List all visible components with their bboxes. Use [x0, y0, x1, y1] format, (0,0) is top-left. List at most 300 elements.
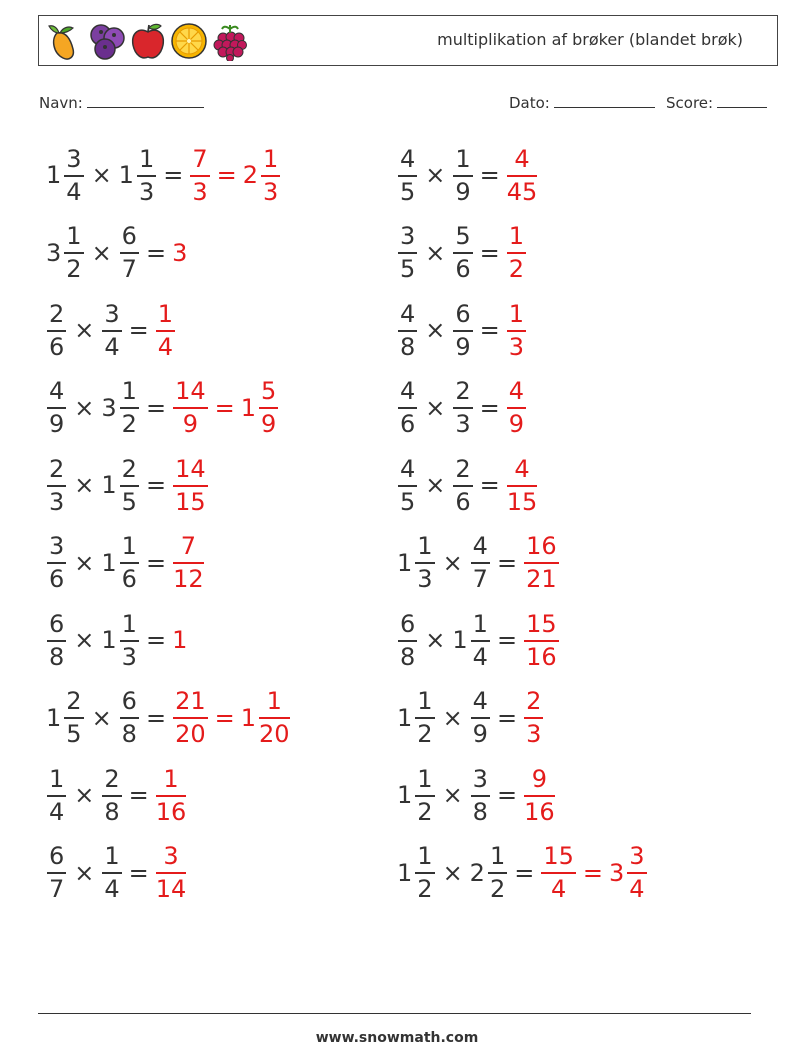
fraction — [64, 689, 83, 746]
denominator: 2 — [489, 875, 506, 903]
problem-20 — [397, 843, 648, 903]
fraction — [155, 764, 187, 826]
denominator: 5 — [400, 487, 416, 516]
fraction — [471, 689, 490, 746]
fraction-bar — [453, 407, 472, 409]
equals-sign: = — [145, 626, 167, 654]
denominator: 3 — [508, 332, 525, 361]
equals-sign: = — [145, 238, 167, 267]
numerator: 21 — [175, 687, 206, 715]
numerator: 4 — [514, 454, 530, 483]
fraction-bar — [120, 485, 139, 487]
denominator: 2 — [417, 720, 433, 748]
denominator: 6 — [49, 565, 65, 593]
problem-11 — [46, 533, 205, 593]
fraction-bar — [415, 717, 434, 719]
problem-4 — [397, 223, 527, 283]
times-sign: × — [74, 393, 95, 422]
whole-part: 1 — [240, 393, 256, 422]
equals-sign: = — [496, 548, 518, 577]
fraction-bar — [471, 717, 490, 719]
numerator: 4 — [472, 532, 488, 560]
numerator: 1 — [417, 842, 433, 870]
denominator: 9 — [49, 410, 65, 438]
times-sign: × — [91, 238, 112, 267]
times-sign: × — [425, 393, 446, 422]
denominator: 2 — [417, 797, 433, 826]
fraction-bar — [453, 252, 472, 254]
times-sign: × — [442, 548, 463, 577]
denominator: 8 — [472, 797, 488, 826]
fraction — [156, 299, 175, 361]
fraction-bar — [259, 407, 278, 409]
whole-part: 1 — [397, 548, 413, 577]
numerator: 4 — [400, 454, 416, 483]
answer — [506, 379, 527, 436]
fraction — [64, 144, 83, 206]
times-sign: × — [425, 238, 446, 267]
equals-sign: = — [479, 471, 500, 499]
fraction — [415, 534, 434, 591]
numerator: 1 — [417, 687, 433, 715]
fraction — [398, 454, 417, 516]
fruit-icons — [47, 21, 249, 61]
fraction-bar — [507, 175, 538, 177]
fraction-bar — [524, 562, 559, 564]
fraction — [102, 844, 121, 901]
numerator: 3 — [400, 222, 416, 250]
score-blank[interactable] — [717, 93, 767, 108]
denominator: 12 — [173, 565, 204, 593]
denominator: 9 — [261, 410, 277, 438]
numerator: 1 — [489, 842, 506, 870]
numerator: 1 — [121, 377, 137, 405]
fraction-bar — [261, 175, 280, 177]
name-label: Navn: — [39, 94, 83, 112]
mixed-number — [397, 764, 436, 826]
mixed-number — [241, 379, 280, 436]
whole-part: 1 — [397, 858, 413, 887]
times-sign: × — [91, 703, 112, 732]
times-sign: × — [74, 626, 95, 654]
denominator: 9 — [508, 410, 525, 438]
answer — [155, 299, 176, 361]
numerator: 1 — [472, 609, 488, 638]
mixed-number — [241, 689, 291, 746]
denominator: 15 — [506, 487, 538, 516]
fraction — [261, 144, 280, 206]
fraction-bar — [47, 795, 66, 797]
whole-part: 1 — [101, 626, 117, 654]
denominator: 14 — [155, 875, 187, 903]
fraction — [173, 454, 208, 516]
denominator: 8 — [104, 797, 120, 826]
fraction — [541, 844, 576, 901]
fraction-bar — [415, 562, 434, 564]
times-sign: × — [425, 161, 446, 189]
denominator: 6 — [49, 332, 65, 361]
fraction-bar — [471, 562, 490, 564]
numerator: 1 — [263, 144, 279, 173]
denominator: 9 — [455, 177, 471, 206]
fraction — [506, 144, 538, 206]
fraction-bar — [398, 407, 417, 409]
whole-part: 1 — [46, 703, 62, 732]
fraction-bar — [47, 330, 66, 332]
answer — [540, 844, 647, 901]
fraction-bar — [471, 640, 490, 642]
fraction-bar — [259, 717, 290, 719]
fraction-bar — [507, 485, 538, 487]
equals-sign: = — [163, 161, 184, 189]
denominator: 4 — [104, 332, 120, 361]
fraction — [471, 609, 490, 671]
fraction — [190, 144, 209, 206]
integer: 3 — [172, 238, 188, 267]
numerator: 1 — [266, 687, 282, 715]
numerator: 2 — [526, 687, 542, 715]
equals-sign: = — [479, 238, 500, 267]
fraction-bar — [453, 330, 472, 332]
fraction-bar — [120, 407, 139, 409]
numerator: 2 — [49, 454, 65, 483]
fraction — [137, 144, 156, 206]
times-sign: × — [425, 471, 446, 499]
fraction — [47, 844, 66, 901]
denominator: 4 — [66, 177, 82, 206]
times-sign: × — [74, 316, 95, 344]
equals-sign: = — [128, 858, 149, 887]
denominator: 9 — [182, 410, 198, 438]
whole-part: 3 — [46, 238, 62, 267]
numerator: 3 — [629, 842, 645, 870]
equals-sign: = — [479, 393, 500, 422]
whole-part: 2 — [469, 858, 485, 887]
fraction — [259, 689, 290, 746]
denominator: 6 — [455, 255, 471, 283]
numerator: 1 — [508, 222, 525, 250]
numerator: 4 — [514, 144, 530, 173]
fraction-bar — [47, 407, 66, 409]
fraction — [627, 844, 646, 901]
fraction — [415, 844, 434, 901]
denominator: 7 — [121, 255, 137, 283]
fraction-bar — [453, 175, 472, 177]
denominator: 6 — [455, 487, 471, 516]
numerator: 4 — [508, 377, 525, 405]
fraction-bar — [47, 640, 66, 642]
fraction — [173, 689, 208, 746]
fraction — [173, 379, 208, 436]
apple-icon — [129, 21, 167, 61]
fraction — [47, 454, 66, 516]
denominator: 16 — [155, 797, 187, 826]
fraction — [102, 299, 121, 361]
problem-17 — [46, 765, 187, 825]
denominator: 7 — [472, 565, 488, 593]
numerator: 1 — [104, 842, 120, 870]
fraction-bar — [524, 640, 559, 642]
numerator: 1 — [163, 764, 179, 793]
fraction-bar — [120, 717, 139, 719]
fraction-bar — [64, 252, 83, 254]
fraction-bar — [541, 872, 576, 874]
numerator: 7 — [192, 144, 208, 173]
equals-sign: = — [582, 858, 603, 887]
fraction — [453, 144, 472, 206]
fraction — [120, 224, 139, 281]
numerator: 6 — [121, 222, 137, 250]
denominator: 2 — [508, 255, 525, 283]
numerator: 4 — [400, 377, 416, 405]
fraction — [524, 764, 555, 826]
fraction — [524, 609, 559, 671]
numerator: 2 — [66, 687, 82, 715]
mixed-number — [397, 689, 436, 746]
fraction-bar — [120, 562, 139, 564]
equals-sign: = — [216, 161, 237, 189]
denominator: 2 — [66, 255, 82, 283]
fraction-bar — [102, 872, 121, 874]
answer — [506, 144, 539, 206]
denominator: 21 — [526, 565, 557, 593]
problem-15 — [46, 688, 291, 748]
numerator: 1 — [66, 222, 82, 250]
fraction — [259, 379, 278, 436]
denominator: 3 — [455, 410, 471, 438]
fraction-bar — [507, 407, 526, 409]
header-box — [38, 15, 778, 66]
mixed-number — [118, 144, 158, 206]
name-field — [39, 93, 204, 112]
fraction-bar — [627, 872, 646, 874]
fraction-bar — [488, 872, 507, 874]
denominator: 8 — [400, 332, 416, 361]
answer — [523, 689, 544, 746]
answer — [172, 454, 209, 516]
denominator: 4 — [472, 642, 488, 671]
fraction-bar — [102, 795, 121, 797]
mixed-number — [609, 844, 648, 901]
denominator: 4 — [104, 875, 120, 903]
numerator: 4 — [49, 377, 65, 405]
whole-part: 1 — [397, 781, 413, 809]
answer — [172, 689, 290, 746]
mixed-number — [397, 534, 436, 591]
denominator: 2 — [121, 410, 137, 438]
denominator: 6 — [400, 410, 416, 438]
numerator: 6 — [49, 609, 65, 638]
fraction — [120, 609, 139, 671]
numerator: 1 — [121, 532, 137, 560]
date-label: Dato: — [509, 94, 550, 112]
mixed-number — [470, 844, 509, 901]
whole-part: 1 — [46, 161, 62, 189]
equals-sign: = — [496, 781, 518, 809]
problem-9 — [46, 455, 209, 515]
fraction — [415, 764, 434, 826]
whole-part: 1 — [101, 548, 117, 577]
denominator: 3 — [526, 720, 542, 748]
fraction — [398, 144, 417, 206]
date-blank[interactable] — [554, 93, 655, 108]
whole-part: 1 — [240, 703, 256, 732]
equals-sign: = — [128, 316, 149, 344]
mixed-number — [46, 144, 85, 206]
denominator: 7 — [49, 875, 65, 903]
problem-13 — [46, 610, 187, 670]
problem-12 — [397, 533, 560, 593]
numerator: 14 — [175, 454, 206, 483]
equals-sign: = — [496, 626, 518, 654]
times-sign: × — [74, 781, 95, 809]
fraction — [47, 379, 66, 436]
fraction — [120, 379, 139, 436]
problem-19 — [46, 843, 187, 903]
numerator: 5 — [455, 222, 471, 250]
numerator: 2 — [121, 454, 137, 483]
numerator: 6 — [121, 687, 137, 715]
fraction — [398, 224, 417, 281]
fraction-bar — [47, 485, 66, 487]
fraction-bar — [173, 562, 204, 564]
fraction-bar — [137, 175, 156, 177]
mango-icon — [47, 21, 85, 61]
problem-10 — [397, 455, 538, 515]
fraction-bar — [398, 252, 417, 254]
denominator: 8 — [49, 642, 65, 671]
fraction-bar — [415, 872, 434, 874]
fraction — [47, 534, 66, 591]
numerator: 1 — [157, 299, 174, 328]
denominator: 20 — [175, 720, 206, 748]
fraction — [507, 379, 526, 436]
numerator: 6 — [49, 842, 65, 870]
fraction — [47, 609, 66, 671]
numerator: 3 — [66, 144, 82, 173]
fraction — [398, 379, 417, 436]
answer — [172, 379, 279, 436]
denominator: 8 — [121, 720, 137, 748]
fraction-bar — [524, 717, 543, 719]
denominator: 45 — [506, 177, 538, 206]
fraction — [524, 534, 559, 591]
denominator: 4 — [49, 797, 65, 826]
fraction — [398, 299, 417, 361]
date-field — [509, 93, 655, 112]
times-sign: × — [74, 471, 95, 499]
footer-url: www.snowmath.com — [315, 1030, 479, 1046]
integer: 1 — [172, 626, 188, 654]
answer — [172, 534, 205, 591]
mixed-number — [101, 534, 140, 591]
whole-part: 1 — [452, 626, 468, 654]
denominator: 3 — [121, 642, 137, 671]
fraction — [471, 534, 490, 591]
numerator: 6 — [400, 609, 416, 638]
numerator: 1 — [121, 609, 137, 638]
numerator: 4 — [472, 687, 488, 715]
numerator: 2 — [104, 764, 120, 793]
whole-part: 2 — [242, 161, 259, 189]
mixed-number — [46, 224, 85, 281]
problem-6 — [397, 300, 527, 360]
equals-sign: = — [145, 703, 167, 732]
numerator: 9 — [531, 764, 547, 793]
whole-part: 1 — [118, 161, 134, 189]
fraction — [453, 299, 472, 361]
whole-part: 1 — [101, 471, 117, 499]
fraction — [507, 224, 526, 281]
problem-3 — [46, 223, 187, 283]
answer — [172, 239, 187, 267]
numerator: 3 — [49, 532, 65, 560]
denominator: 16 — [526, 642, 557, 671]
fraction — [507, 299, 526, 361]
numerator: 14 — [175, 377, 206, 405]
fraction — [453, 379, 472, 436]
name-blank[interactable] — [87, 93, 204, 108]
denominator: 2 — [417, 875, 433, 903]
fraction-bar — [120, 640, 139, 642]
numerator: 1 — [417, 764, 433, 793]
fraction-bar — [64, 717, 83, 719]
answer — [506, 454, 539, 516]
fraction — [471, 764, 490, 826]
answer — [155, 844, 188, 901]
denominator: 3 — [417, 565, 433, 593]
whole-part: 1 — [397, 703, 413, 732]
numerator: 15 — [543, 842, 574, 870]
denominator: 9 — [455, 332, 471, 361]
numerator: 4 — [400, 144, 416, 173]
times-sign: × — [91, 161, 112, 189]
denominator: 5 — [66, 720, 82, 748]
fraction — [398, 609, 417, 671]
denominator: 16 — [524, 797, 555, 826]
numerator: 5 — [261, 377, 277, 405]
fraction — [524, 689, 543, 746]
orange-slice-icon — [170, 21, 208, 61]
numerator: 3 — [104, 299, 120, 328]
whole-part: 3 — [101, 393, 117, 422]
answer — [189, 144, 281, 206]
numerator: 1 — [455, 144, 471, 173]
mixed-number — [46, 689, 85, 746]
fraction-bar — [102, 330, 121, 332]
numerator: 16 — [526, 532, 557, 560]
mixed-number — [452, 609, 491, 671]
times-sign: × — [425, 626, 446, 654]
fraction-bar — [173, 717, 208, 719]
fraction — [102, 764, 121, 826]
fraction — [120, 454, 139, 516]
denominator: 5 — [121, 487, 137, 516]
equals-sign: = — [145, 471, 167, 499]
worksheet-title: multiplikation af brøker (blandet brøk) — [437, 30, 743, 49]
answer — [172, 626, 187, 654]
fraction-bar — [398, 640, 417, 642]
denominator: 3 — [263, 177, 279, 206]
fraction-bar — [524, 795, 555, 797]
denominator: 6 — [121, 565, 137, 593]
denominator: 20 — [259, 720, 290, 748]
problem-16 — [397, 688, 544, 748]
fraction — [120, 689, 139, 746]
fraction-bar — [471, 795, 490, 797]
fraction-bar — [173, 407, 208, 409]
equals-sign: = — [479, 316, 500, 344]
